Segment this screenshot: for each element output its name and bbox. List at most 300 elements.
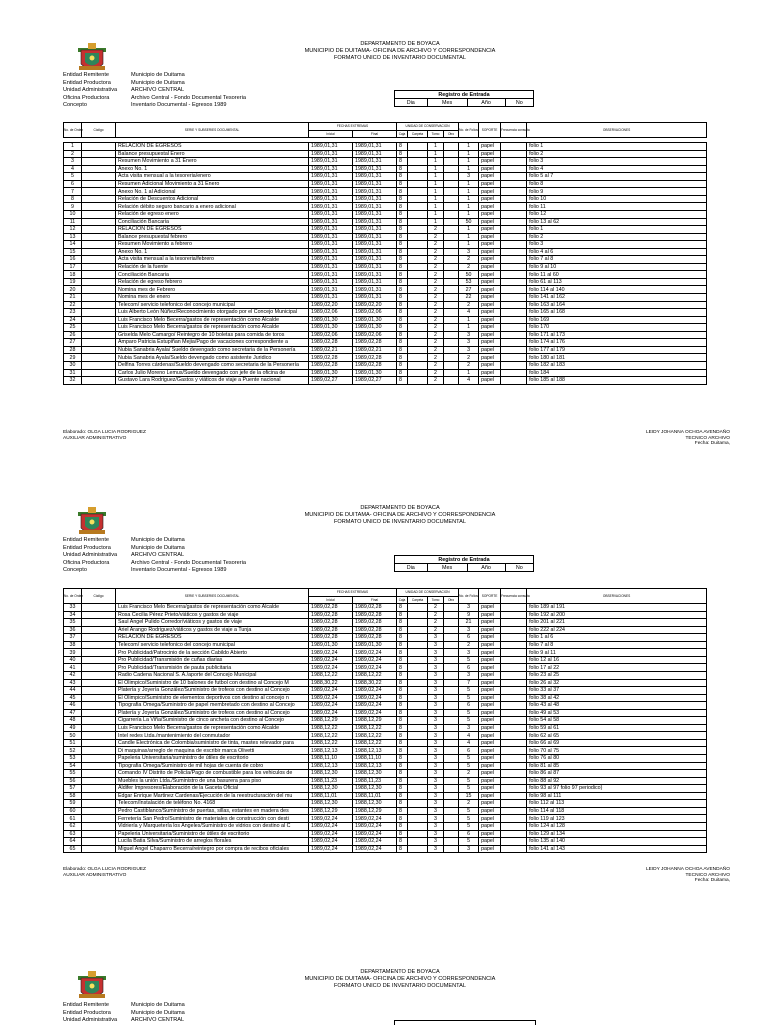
inventory-page-2 [0,502,768,972]
table-row [64,732,707,740]
row-folios: 27 [459,286,479,294]
row-tomo: 3 [428,709,444,717]
row-caja: 8 [397,845,408,853]
row-notas: folio 184 [527,369,707,377]
row-folios: 3 [459,649,479,657]
row-number: 6 [64,180,82,188]
row-carpeta [408,664,428,672]
row-fecha-final: 1989,01,31 [353,143,397,151]
row-fecha-final: 1989,01,31 [353,241,397,249]
row-carpeta [408,369,428,377]
row-frecuencia [501,188,527,196]
row-codigo [82,717,116,725]
row-codigo [82,241,116,249]
col-otro: Otro [444,130,459,138]
row-folios: 5 [459,656,479,664]
row-notas: folio 174 al 176 [527,339,707,347]
row-serie: Nubia Sanabria Ayala/Sueldo devengado como asistente Juridico [116,354,309,362]
row-fecha-inicial: 1989,01,31 [309,211,353,219]
row-tomo: 3 [428,777,444,785]
meta-block: Entidad Remitente Municipio de Duitama Entidad Productora Municipio de Duitama Unidad Administrativa ARCHIVO CENTRAL [63,1002,185,1024]
row-tomo: 1 [428,218,444,226]
row-tomo: 3 [428,679,444,687]
row-codigo [82,679,116,687]
row-caja: 8 [397,241,408,249]
row-caja: 8 [397,301,408,309]
duitama-crest-icon [77,42,107,76]
row-fecha-final: 1989,01,31 [353,158,397,166]
table-row [64,324,707,332]
row-folios: 3 [459,672,479,680]
row-notas: folio 114 al 140 [527,286,707,294]
row-tomo: 2 [428,619,444,627]
row-number: 51 [64,739,82,747]
row-otro [444,815,459,823]
row-soporte: papel [479,777,501,785]
row-otro [444,747,459,755]
table-row [64,377,707,385]
row-frecuencia [501,626,527,634]
row-soporte: papel [479,263,501,271]
row-soporte: papel [479,732,501,740]
row-codigo [82,830,116,838]
row-fecha-final: 1989,01,31 [353,188,397,196]
row-carpeta [408,792,428,800]
row-carpeta [408,641,428,649]
table-row [64,845,707,853]
row-notas: folio 38 al 42 [527,694,707,702]
row-serie: Platería y Joyería González/Suministro de trofeos con destino al Concejo [116,709,309,717]
row-serie: Acta visita mensual a la tesoreria/febrero [116,256,309,264]
row-fecha-final: 1988,11,01 [353,792,397,800]
row-carpeta [408,294,428,302]
row-serie: Pro Publicidad/Transmisión de pauta publicitaria [116,664,309,672]
row-caja: 8 [397,702,408,710]
row-serie: Ariel Arango Rodriguez/viáticos y gastos de viaje a Tunja [116,626,309,634]
row-carpeta [408,324,428,332]
row-frecuencia [501,807,527,815]
row-tomo: 2 [428,611,444,619]
row-soporte: papel [479,286,501,294]
row-number: 39 [64,649,82,657]
row-frecuencia [501,309,527,317]
row-caja: 8 [397,165,408,173]
row-frecuencia [501,770,527,778]
row-caja: 8 [397,611,408,619]
row-frecuencia [501,815,527,823]
row-carpeta [408,316,428,324]
row-frecuencia [501,165,527,173]
row-number: 62 [64,822,82,830]
row-tomo: 3 [428,672,444,680]
row-codigo [82,188,116,196]
registro-dia: Dia [395,99,428,107]
row-folios: 4 [459,309,479,317]
row-soporte: papel [479,324,501,332]
row-carpeta [408,732,428,740]
row-caja: 8 [397,248,408,256]
row-soporte: papel [479,800,501,808]
row-frecuencia [501,294,527,302]
row-carpeta [408,286,428,294]
row-serie: Pedro Castiblanco/Suministro de puertas, sillas, estantes en madera des [116,807,309,815]
row-carpeta [408,679,428,687]
row-carpeta [408,822,428,830]
row-fecha-final: 1989,01,31 [353,150,397,158]
row-fecha-final: 1989,02,24 [353,656,397,664]
row-serie: Tipografia Omega/Suministro de mil hojas de cuenta de cobro [116,762,309,770]
row-fecha-final: 1989,01,30 [353,316,397,324]
row-soporte: papel [479,301,501,309]
table-row [64,747,707,755]
row-folios: 2 [459,354,479,362]
row-soporte: papel [479,180,501,188]
row-fecha-final: 1988,12,13 [353,747,397,755]
row-notas: folio 180 al 181 [527,354,707,362]
table-row [64,604,707,612]
col-codigo: Código [82,123,116,138]
table-row [64,694,707,702]
table-row [64,611,707,619]
row-tomo: 3 [428,762,444,770]
row-fecha-final: 1989,02,20 [353,301,397,309]
row-caja: 8 [397,188,408,196]
row-otro [444,777,459,785]
row-fecha-inicial: 1988,12,22 [309,672,353,680]
row-otro [444,309,459,317]
row-caja: 8 [397,604,408,612]
row-codigo [82,702,116,710]
row-fecha-final: 1988,12,30 [353,770,397,778]
registro-entrada-box [394,90,534,107]
row-fecha-inicial: 1989,01,31 [309,143,353,151]
row-caja: 8 [397,324,408,332]
col-serie: SERIE Y SUBSERIES DOCUMENTAL [116,123,309,138]
row-tomo: 2 [428,248,444,256]
row-caja: 8 [397,256,408,264]
table-row [64,188,707,196]
row-codigo [82,694,116,702]
row-number: 16 [64,256,82,264]
row-serie: Ferretería San Pedro/Suministro de materiales de construcción con desti [116,815,309,823]
header-line-1: DEPARTAMENTO DE BOYACA [360,41,440,47]
row-caja: 8 [397,739,408,747]
row-fecha-inicial: 1989,01,31 [309,158,353,166]
row-frecuencia [501,822,527,830]
row-notas: folio 26 al 32 [527,679,707,687]
row-otro [444,377,459,385]
row-soporte: papel [479,158,501,166]
row-carpeta [408,195,428,203]
document-header: DEPARTAMENTO DE BOYACA MUNICIPIO DE DUITAMA- OFICINA DE ARCHIVO Y CORRESPONDENCIA FORMATO UNICO DE INVENTARIO DOCUMENTAL [304,505,496,526]
row-notas: folio 43 al 48 [527,702,707,710]
row-caja: 8 [397,822,408,830]
row-codigo [82,324,116,332]
row-codigo [82,286,116,294]
row-soporte: papel [479,211,501,219]
row-otro [444,339,459,347]
row-number: 53 [64,755,82,763]
row-notas: folio 11 al 60 [527,271,707,279]
row-tomo: 3 [428,634,444,642]
row-fecha-final: 1989,02,06 [353,309,397,317]
row-fecha-inicial: 1989,02,28 [309,634,353,642]
row-codigo [82,377,116,385]
table-row [64,218,707,226]
row-tomo: 1 [428,195,444,203]
row-frecuencia [501,785,527,793]
row-caja: 8 [397,158,408,166]
row-fecha-final: 1988,12,22 [353,672,397,680]
row-tomo: 3 [428,656,444,664]
row-carpeta [408,785,428,793]
inventory-table: No. de Orden Código SERIE Y SUBSERIES DOCUMENTAL FECHAS EXTREMAS UNIDAD DE CONSERVACION No. de Folios SOPORTE Frecuencia consulta OBSERVACIONES Inicial Final Caja Carpeta Tomo Otro 33 Luis Francisco Melo Becerra/gastos de representación como Alcalde 1989,02,28 1989,02,28 8 2 3 papel folio 189 al 191 34 Rosa Cecilia Pérez Prieto/viáticos y gastos de viaje 1989,02,28 1989,02,28 8 2 9 papel folio 192 al 200 35 Saul Angel Pulido Corredor/viáticos y gastos de viaje 1989,02,28 1989,02,28 8 2 21 papel folio 201 al 221 36 Ariel Arango Rodriguez/viáticos y gastos de viaje a Tunja 1989,02,28 1989,02,28 8 2 3 papel folio 222 al 224 37 RELACION DE EGRESOS 1989,02,28 1989,02,28 8 3 6 papel folio 1 al 6 38 Telecom/ servicio telefonico del concejo municipal 1989,01,30 1989,01,30 8 3 2 papel folio 7 al 8 39 Pro Publicidad/Patrocinio de la sección Cabildo Abierto 1989,02,24 1989,02,24 8 3 3 papel folio 9 al 11 40 Pro Publicidad/Transmisión de cuñas diarias 1989,02,24 1989,02,24 8 3 5 papel folio 12 al 16 41 Pro Publicidad/Transmisión de pauta publicitaria 1989,02,24 1989,02,24 8 3 6 papel folio 17 al 22 42 Radio Cadena Nacional S. A./aporte del Concejo Municipal 1988,12,22 1988,12,22 8 3 3 papel folio 23 al 25 43 El Olimpico/Suministro de 10 balones de futbol con destino al Concejo M 1988,30,22 1988,30,22 8 3 7 papel folio 26 al 32 44 Platería y Joyería González/Suministro de trofeos con destino al Concejo 1989,02,24 1989,02,24 8 3 5 papel folio 33 al 37 45 El Olimpico/Suministro de elementos deportivos con destino al concejo n 1989,02,24 1989,02,24 8 3 5 papel folio 38 al 42 46 Tipografia Omega/Suministro de papel membretado con destino al Concejo 1989,02,24 1989,02,24 8 3 6 papel folio 43 al 48 47 Platería y Joyería González/Suministro de trofeos con destino al Concejo 1989,02,24 1989,02,24 8 3 5 papel folio 49 al 53 48 Cigarrería La Viña/Suministro de cinco ancheta con destino al Concejo 1988,12,29 1988,12,29 8 3 5 papel folio 54 al 58 49 Luis Francisco Melo Becerra/gastos de representación como Alcalde 1988,12,22 1988,12,22 8 3 3 papel folio 59 al 61 50 Intel redes Ltda./mantenimiento del conmutador 1988,12,22 1988,12,22 8 3 4 papel folio 62 al 65 51 Candle Electrónica de Colombia/suministro de tinta, mastes relevador para 1988,12,22 1988,12,22 8 3 4 papel folio 66 al 69 52 Di maquinas/arreglo de maquina de escribir marca Olivetti 1988,12,13 1988,12,13 8 3 6 papel folio 70 al 75 53 Papeleria Universitaria/suministro de útiles de escritorio 1988,11,10 1988,11,10 8 3 5 papel folio 76 al 80 54 Tipografia Omega/Suministro de mil hojas de cuenta de cobro 1988,12,13 1988,12,13 8 3 5 papel folio 81 al 85 55 Comando IV Distrito de Policía/Pago de combustible para los vehiculos de 1988,12,30 1988,12,30 8 3 2 papel folio 86 al 87 56 Muebles la unión Ltda./Suministro de una basurera para piso 1988,11,23 1988,11,23 8 3 5 papel folio 88 al 92 57 Aldifer Impresores/Elaboración de la Gaceta Oficial 1988,12,30 1988,12,30 8 3 5 papel folio 93 al 97 folio 97 periodico) 58 Edgar Enrique Martinez Cardenas/Ejecución de la reestructuración del mu 1988,11,01 1988,11,01 8 3 15 papel folio 98 al 111 59 Telecom/Instalación de teléfono No. 4168 1988,12,30 1988,12,30 8 3 2 papel folio 112 al 113 60 Pedro Castiblanco/Suministro de puertas, sillas, estantes en madera des 1988,12,29 1988,12,29 8 3 5 papel folio 114 al 118 61 Ferretería San Pedro/Suministro de materiales de construcción con desti 1989,02,24 1989,02,24 8 3 5 papel folio 119 al 123 62 Vidriería y Marquetería los Angeles/Suministro de vidrios con destino al C 1989,02,24 1989,02,24 8 3 5 papel folio 124 al 128 63 Papeleria Universitaria/Suministro de útiles de escritorio 1989,02,24 1989,02,24 8 3 6 papel folio 129 al 134 64 Lucila Batia Silva/Suministro de arreglos florales 1989,02,24 1989,02,24 8 3 5 papel folio 135 al 140 65 Miguel Angel Chaparro Becerra/reintegro por compra de recibos oficiales 1989,02,24 1989,02,24 8 3 3 papel folio 141 al 143 [63,588,707,853]
row-caja: 8 [397,331,408,339]
row-carpeta [408,747,428,755]
row-folios: 9 [459,611,479,619]
row-frecuencia [501,755,527,763]
row-caja: 8 [397,361,408,369]
row-codigo [82,604,116,612]
row-folios: 3 [459,724,479,732]
row-fecha-inicial: 1989,01,31 [309,226,353,234]
row-caja: 8 [397,619,408,627]
row-folios: 2 [459,263,479,271]
row-otro [444,656,459,664]
row-carpeta [408,755,428,763]
row-number: 14 [64,241,82,249]
row-codigo [82,354,116,362]
row-notas: folio 23 al 25 [527,672,707,680]
row-carpeta [408,626,428,634]
row-folios: 1 [459,369,479,377]
row-tomo: 2 [428,271,444,279]
table-row [64,309,707,317]
row-tomo: 3 [428,770,444,778]
row-codigo [82,369,116,377]
row-carpeta [408,226,428,234]
row-notas: folio 124 al 128 [527,822,707,830]
row-tomo: 2 [428,331,444,339]
row-soporte: papel [479,361,501,369]
row-codigo [82,739,116,747]
row-otro [444,830,459,838]
row-number: 20 [64,286,82,294]
row-caja: 8 [397,369,408,377]
row-fecha-final: 1989,01,31 [353,226,397,234]
row-notas: folio 3 [527,158,707,166]
row-folios: 1 [459,150,479,158]
row-notas: folio 201 al 221 [527,619,707,627]
row-caja: 8 [397,195,408,203]
row-folios: 1 [459,324,479,332]
row-fecha-inicial: 1989,01,30 [309,316,353,324]
row-soporte: papel [479,278,501,286]
row-soporte: papel [479,256,501,264]
row-frecuencia [501,226,527,234]
table-row [64,195,707,203]
row-folios: 2 [459,770,479,778]
row-number: 29 [64,354,82,362]
row-notas: folio 17 al 22 [527,664,707,672]
row-frecuencia [501,604,527,612]
row-number: 50 [64,732,82,740]
row-serie: Relación de egreso enero [116,211,309,219]
row-fecha-final: 1989,02,24 [353,845,397,853]
row-fecha-final: 1989,02,24 [353,822,397,830]
row-codigo [82,762,116,770]
row-notas: folio 135 al 140 [527,838,707,846]
row-codigo [82,641,116,649]
row-fecha-inicial: 1989,02,28 [309,361,353,369]
row-caja: 8 [397,203,408,211]
row-fecha-inicial: 1989,02,28 [309,626,353,634]
row-codigo [82,619,116,627]
row-soporte: papel [479,694,501,702]
row-folios: 5 [459,762,479,770]
row-tomo: 2 [428,301,444,309]
row-fecha-inicial: 1989,02,24 [309,838,353,846]
row-tomo: 1 [428,165,444,173]
row-carpeta [408,233,428,241]
row-number: 7 [64,188,82,196]
row-tomo: 1 [428,173,444,181]
row-fecha-inicial: 1989,01,30 [309,641,353,649]
row-otro [444,331,459,339]
row-soporte: papel [479,611,501,619]
col-notas: OBSERVACIONES [527,123,707,138]
row-codigo [82,785,116,793]
row-notas: folio 8 [527,180,707,188]
row-tomo: 1 [428,180,444,188]
row-frecuencia [501,649,527,657]
registro-title: Registro de Entrada [395,91,534,99]
col-unidad: UNIDAD DE CONSERVACION [397,123,459,131]
row-carpeta [408,278,428,286]
row-folios: 1 [459,316,479,324]
row-notas: folio 70 al 75 [527,747,707,755]
row-notas: folio 10 [527,195,707,203]
row-otro [444,604,459,612]
row-frecuencia [501,739,527,747]
row-number: 15 [64,248,82,256]
col-soporte: SOPORTE [479,123,501,138]
table-row [64,822,707,830]
row-caja: 8 [397,747,408,755]
row-soporte: papel [479,339,501,347]
row-number: 49 [64,724,82,732]
row-caja: 8 [397,717,408,725]
row-carpeta [408,180,428,188]
row-fecha-inicial: 1989,01,31 [309,256,353,264]
row-carpeta [408,717,428,725]
row-caja: 8 [397,354,408,362]
row-tomo: 2 [428,256,444,264]
row-number: 26 [64,331,82,339]
row-soporte: papel [479,143,501,151]
row-caja: 8 [397,679,408,687]
row-caja: 8 [397,770,408,778]
row-otro [444,800,459,808]
row-notas: folio 2 [527,233,707,241]
row-number: 13 [64,233,82,241]
row-folios: 2 [459,256,479,264]
duitama-crest-icon [77,506,107,540]
row-frecuencia [501,331,527,339]
row-frecuencia [501,211,527,219]
row-otro [444,203,459,211]
row-soporte: papel [479,762,501,770]
table-row [64,203,707,211]
row-caja: 8 [397,339,408,347]
row-tomo: 3 [428,649,444,657]
row-folios: 5 [459,709,479,717]
row-fecha-final: 1989,02,28 [353,611,397,619]
document-header: DEPARTAMENTO DE BOYACA MUNICIPIO DE DUITAMA- OFICINA DE ARCHIVO Y CORRESPONDENCIA FORMATO UNICO DE INVENTARIO DOCUMENTAL [304,969,496,990]
row-notas: folio 169 [527,316,707,324]
row-frecuencia [501,747,527,755]
row-frecuencia [501,845,527,853]
row-frecuencia [501,361,527,369]
row-tomo: 2 [428,339,444,347]
row-serie: Nomina mes de Febrero [116,286,309,294]
row-carpeta [408,346,428,354]
row-frecuencia [501,619,527,627]
row-carpeta [408,158,428,166]
row-notas: folio 66 al 69 [527,739,707,747]
row-carpeta [408,309,428,317]
row-notas: folio 11 [527,203,707,211]
row-carpeta [408,271,428,279]
row-caja: 8 [397,316,408,324]
row-fecha-inicial: 1989,01,31 [309,203,353,211]
row-soporte: papel [479,346,501,354]
row-codigo [82,845,116,853]
row-notas: folio 7 al 8 [527,256,707,264]
row-fecha-inicial: 1988,12,30 [309,785,353,793]
row-tomo: 3 [428,641,444,649]
row-notas: folio 165 al 168 [527,309,707,317]
row-caja: 8 [397,286,408,294]
row-otro [444,702,459,710]
table-row [64,263,707,271]
row-number: 45 [64,694,82,702]
row-carpeta [408,709,428,717]
row-serie: Nubia Sanabria Ayala/ Sueldo devengado como secretaria de la Personería [116,346,309,354]
row-serie: Resumen Movimiento a 31 Enero [116,158,309,166]
row-soporte: papel [479,770,501,778]
row-frecuencia [501,158,527,166]
row-codigo [82,361,116,369]
table-row [64,724,707,732]
row-serie: Amparo Patricia Estupiñan Mejia/Pago de vacaciones correspondiente a [116,339,309,347]
row-frecuencia [501,241,527,249]
row-caja: 8 [397,150,408,158]
row-serie: Saul Angel Pulido Corredor/viáticos y gastos de viaje [116,619,309,627]
row-carpeta [408,211,428,219]
row-frecuencia [501,354,527,362]
elaborado-block: Elaborado: OLGA LUCIA RODRIGUEZ AUXILIAR ADMINISTRATIVO [63,867,146,878]
row-caja: 8 [397,830,408,838]
row-serie: Relación de la fuente [116,263,309,271]
row-folios: 3 [459,173,479,181]
row-notas: folio 114 al 118 [527,807,707,815]
row-otro [444,792,459,800]
row-notas: folio 182 al 183 [527,361,707,369]
row-otro [444,641,459,649]
row-codigo [82,777,116,785]
row-fecha-inicial: 1989,02,24 [309,687,353,695]
